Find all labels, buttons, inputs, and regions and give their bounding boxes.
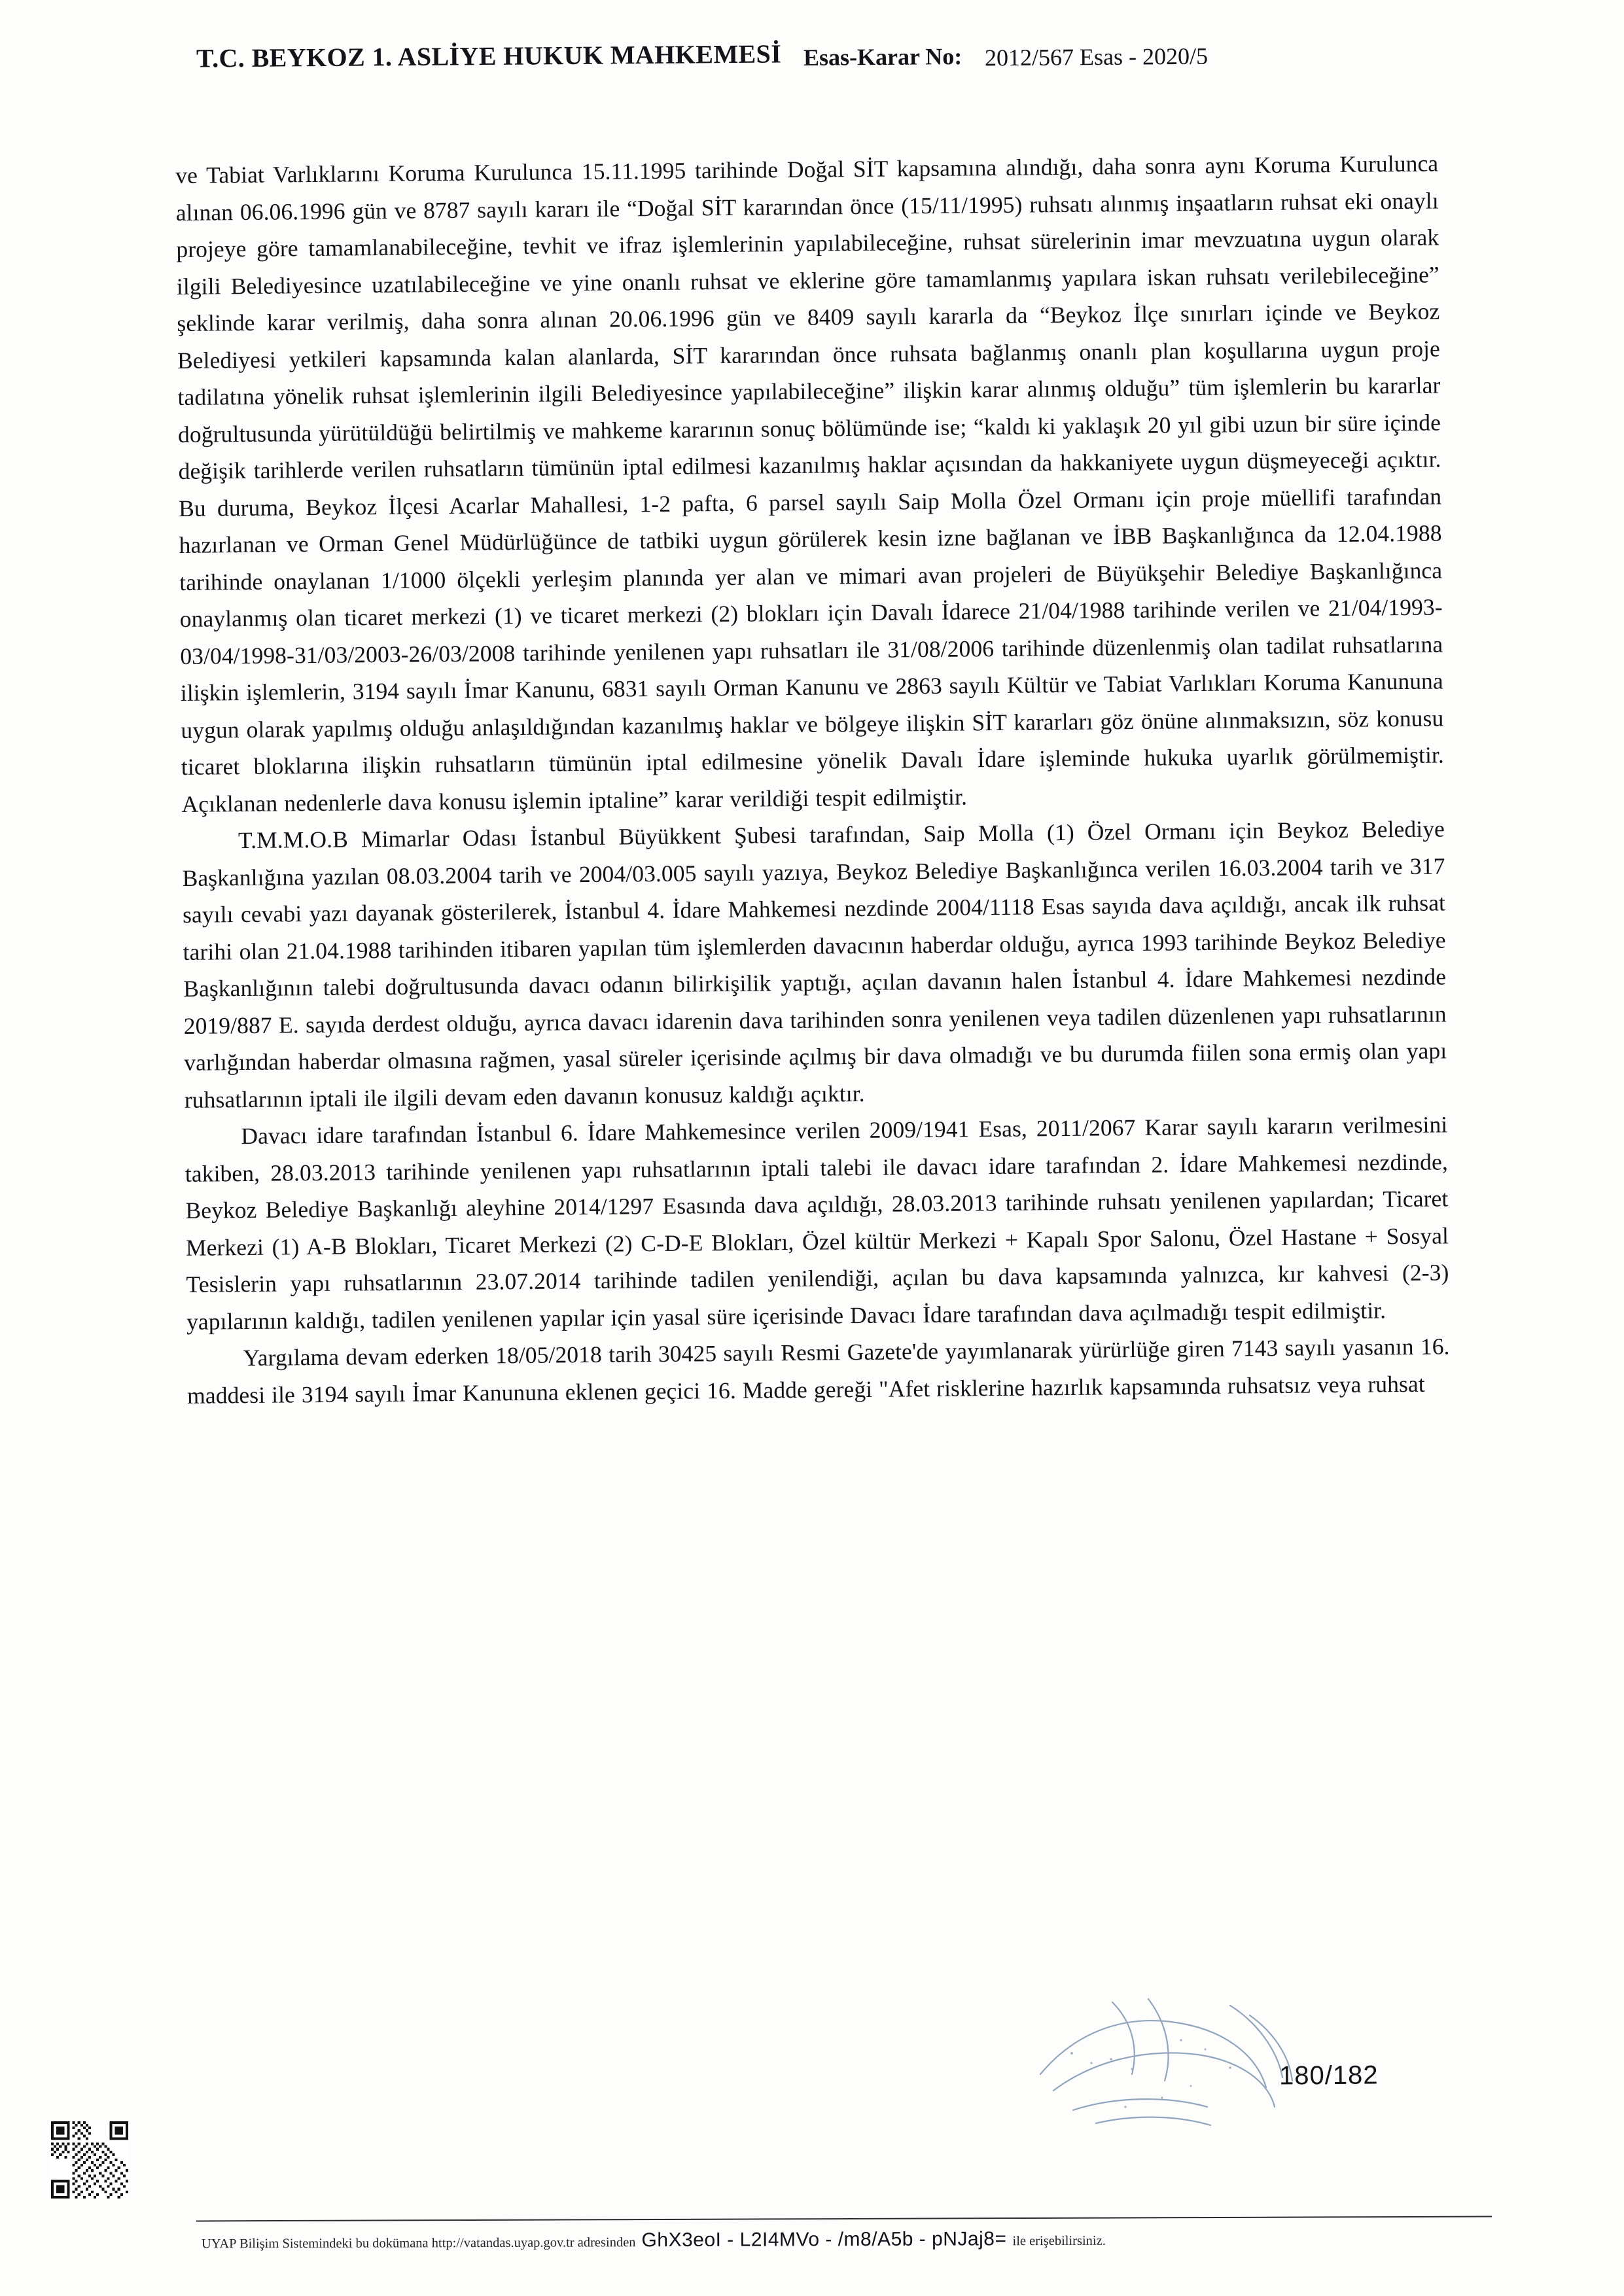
paragraph: T.M.M.O.B Mimarlar Odası İstanbul Büyükkent Şubesi tarafından, Saip Molla (1) Özel Ormanı için Beykoz Belediye Başkanlığına yazılan 08.03.2004 tarih ve 2004/03.005 sayılı yazıya, Beykoz Belediye Başkanlığınca verilen 16.03.2004 tarih ve 317 sayılı cevabi yazı dayanak gösterilerek, İstanbul 4. İdare Mahkemesi nezdinde 2004/1118 Esas sayıda dava açıldığı, ancak ilk ruhsat tarihi olan 21.04.1988 tarihinden itibaren yapılan tüm işlemlerden davacının haberdar olduğu, ayrıca 1993 tarihinde Beykoz Belediye Başkanlığının talebi doğrultusunda davacı odanın bilirkişilik yaptığı, açılan davanın halen İstanbul 4. İdare Mahkemesi nezdinde 2019/887 E. sayıda derdest olduğu, ayrıca davacı idarenin dava tarihinden sonra yenilenen veya tadilen düzenlenen yapı ruhsatlarının varlığından haberdar olmasına rağmen, yasal süreler içerisinde açılmış bir dava olmadığı ve bu durumda fiilen sona ermiş olan yapı ruhsatlarının iptali ile ilgili devam eden davanın konusuz kaldığı açıktır. bbox=[182, 815, 1447, 1113]
document-body bbox=[175, 145, 1450, 1413]
paragraph: Yargılama devam ederken 18/05/2018 tarih 30425 sayılı Resmi Gazete'de yayımlanarak yürürlüğe giren 7143 sayılı yasanın 16. maddesi ile 3194 sayılı İmar Kanununa eklenen geçici 16. Madde gereği "Afet risklerine hazırlık kapsamında ruhsatsız veya ruhsat bbox=[186, 1333, 1450, 1409]
paragraph: ve Tabiat Varlıklarını Koruma Kurulunca 15.11.1995 tarihinde Doğal SİT kapsamına alındığı, daha sonra aynı Koruma Kurulunca alınan 06.06.1996 gün ve 8787 sayılı kararı ile “Doğal SİT kararından önce (15/11/1995) ruhsatı alınmış inşaatların ruhsat eki onaylı projeye göre tamamlanabileceğine, tevhit ve ifraz işlemlerinin yapılabileceğine, ruhsat sürelerinin imar mevzuatına uygun olarak ilgili Belediyesince uzatılabileceğine ve yine onanlı ruhsat ve eklerine göre tamamlanmış yapılara iskan ruhsatı verilebileceğine” şeklinde karar verilmiş, daha sonra alınan 20.06.1996 gün ve 8409 sayılı kararla da “Beykoz İlçe sınırları içinde ve Beykoz Belediyesi yetkileri kapsamında kalan alanlarda, SİT kararından önce ruhsata bağlanmış onanlı plan koşullarına uygun proje tadilatına yönelik ruhsat işlemlerinin ilgili Belediyesince yapılabileceğine” ilişkin karar alınmış olduğu” tüm işlemlerin bu kararlar doğrultusunda yürütüldüğü belirtilmiş ve mahkeme kararının sonuç bölümünde ise; “kaldı ki yaklaşık 20 yıl gibi uzun bir süre içinde değişik tarihlerde verilen ruhsatların tümünün iptal edilmesi kazanılmış haklar açısından da hakkaniyete uygun düşmeyeceği açıktır. Bu duruma, Beykoz İlçesi Acarlar Mahallesi, 1-2 pafta, 6 parsel sayılı Saip Molla Özel Ormanı için proje müellifi tarafından hazırlanan ve Orman Genel Müdürlüğünce de tatbiki uygun görülerek kesin izne bağlanan ve İBB Başkanlığınca da 12.04.1988 tarihinde onaylanan 1/1000 ölçekli yerleşim planında yer alan ve mimari avan projeleri de Büyükşehir Belediye Başkanlığınca onaylanmış olan ticaret merkezi (1) ve ticaret merkezi (2) blokları için Davalı İdarece 21/04/1988 tarihinde verilen ve 21/04/1993-03/04/1998-31/03/2003-26/03/2008 tarihinde yenilenen yapı ruhsatları ile 31/08/2006 tarihinde düzenlenmiş olan tadilat ruhsatlarına ilişkin işlemlerin, 3194 sayılı İmar Kanunu, 6831 sayılı Orman Kanunu ve 2863 sayılı Kültür ve Tabiat Varlıkları Koruma Kanununa uygun olarak yapılmış olduğu anlaşıldığından kazanılmış haklar ve bölgeye ilişkin SİT kararları göz önüne alınmaksızın, söz konusu ticaret bloklarına ilişkin ruhsatların tümünün iptal edilmesine yönelik Davalı İdare işleminde hukuka uyarlık görülmemiştir. Açıklanan nedenlerle dava konusu işlemin iptaline” karar verildiği tespit edilmiştir. bbox=[175, 150, 1445, 817]
court-name: T.C. BEYKOZ 1. ASLİYE HUKUK MAHKEMESİ bbox=[196, 39, 782, 73]
page-number: 180/182 bbox=[1279, 2060, 1379, 2091]
document-access-code: GhX3eoI - L2I4MVo - /m8/A5b - pNJaj8= bbox=[641, 2228, 1007, 2252]
footer bbox=[202, 2227, 1530, 2253]
qr-code-icon bbox=[51, 2121, 128, 2199]
footer-prefix-text: UYAP Bilişim Sistemindeki bu dokümana http://vatandas.uyap.gov.tr adresinden bbox=[201, 2235, 636, 2252]
footer-divider bbox=[196, 2216, 1492, 2222]
footer-suffix-text: ile erişebilirsiniz. bbox=[1012, 2233, 1106, 2249]
paragraph: Davacı idare tarafından İstanbul 6. İdare Mahkemesince verilen 2009/1941 Esas, 2011/2067 Karar sayılı kararın verilmesini takiben, 28.03.2013 tarihinde yenilenen yapı ruhsatlarının iptali talebi ile davacı idare tarafından 2. İdare Mahkemesi nezdinde, Beykoz Belediye Başkanlığı aleyhine 2014/1297 Esasında dava açıldığı, 28.03.2013 tarihinde ruhsatı yenilenen yapılardan; Ticaret Merkezi (1) A-B Blokları, Ticaret Merkezi (2) C-D-E Blokları, Özel kültür Merkezi + Kapalı Spor Salonu, Özel Hastane + Sosyal Tesislerin yapı ruhsatlarının 23.07.2014 tarihinde tadilen yenilendiği, açılan bu dava kapsamında yalnızca, kır kahvesi (2-3) yapılarının kaldığı, tadilen yenilenen yapılar için yasal süre içerisinde Davacı İdare tarafından dava açılmadığı tespit edilmiştir. bbox=[185, 1111, 1449, 1335]
case-number-label: Esas-Karar No: bbox=[803, 43, 962, 71]
case-number-value: 2012/567 Esas - 2020/5 bbox=[984, 43, 1208, 71]
document-header bbox=[196, 41, 1506, 71]
